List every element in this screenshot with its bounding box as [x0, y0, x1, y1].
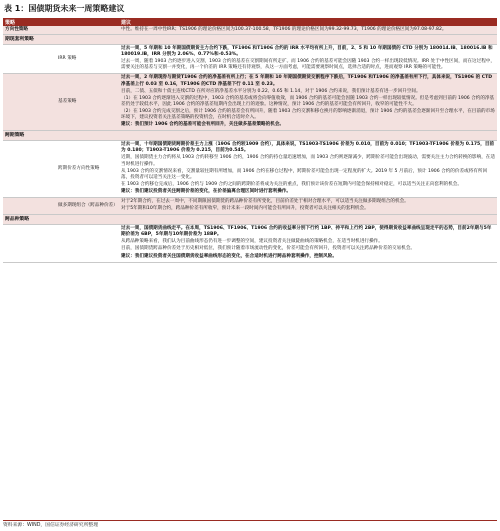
paragraph: 在 1903 合约移仓完成后，1906 合约与 1909 合约之间的跨期价差将成为关注的重点，我们预计该价差在短期内可能会保持相对稳定，可以适当关注正向套利的机会。 — [121, 181, 462, 187]
paragraph: （2）在 1903 合约完成交割之后，预计 1906 合约的基差会有所回升，随着 1903 合约交割和移仓换月的影响逐渐消退，预计 1906 合约的基差会逐渐回升至合理水平，在目前的市场环境下，建议投资者关注基差策略的投资机会，在时机合适时介入。 — [121, 108, 495, 121]
row-basis-text — [119, 74, 497, 131]
paragraph: 建议：我们建议投资者关注国债期货收益率曲线形态的变化，在合适时机进行跨品种套利操作，控制风险。 — [121, 253, 337, 259]
paragraph: 建议：我们建议投资者关注跨期价差的变化，在价差偏离合理区间时进行套利操作。 — [121, 188, 291, 194]
row-direction-text: 中性。维持在一周中性IRR；TS1906 的理论价格区间为100.37-100.58，TF1906 的理论价格区间为99.32-99.73，T1906 的理论价格区间为97.08-97.82。 — [119, 26, 497, 35]
paragraph: 对于2年期合约，在过去一周中，不同期限国债期货的跨品种价差有所变化，目前价差处于相对合理水平，可以适当关注做多期现组合的机会。 — [121, 198, 409, 204]
table-title: 表 1：国债期货未来一周策略建议 — [4, 4, 125, 13]
row-irr-label: IRR 策略 — [56, 45, 119, 74]
row-curve-text — [119, 225, 497, 262]
paragraph: 对于5年期和10年期合约，跨品种价差有所收窄，预计未来一段时间内可能会有所回升，投资者可以关注相关的套利机会。 — [121, 206, 369, 212]
paragraph: 过去一周，5 年期和 10 年期国债期货主力合约下跌，TF1906 和T1906 合约的 IRR 水平均有所上升，目前，2、5 和 10 年期国债的 CTD 分别为 180014.IB、180016.IB 和 180019.IB，IRR 分别为 2.06%、0.77%和-0.53%。 — [121, 46, 493, 58]
row-basis — [3, 74, 497, 131]
section-cross-label: 跨品种策略 — [3, 215, 497, 225]
row-irr-text — [119, 45, 497, 74]
paragraph: 近期，国债期货主力合约将从 1903 合约转移至 1906 合约，1906 合约的持仓量迅速增加，而 1903 合约则逐渐减少，跨期价差可能会出现波动，需要关注主力合约转换的影响，在适当时机进行操作。 — [121, 155, 495, 167]
strategy-table — [3, 18, 497, 263]
row-irr — [3, 45, 497, 74]
section-basis-label: 期现套利策略 — [3, 35, 497, 45]
header-row — [3, 18, 497, 26]
paragraph: 从 1903 合约的交割情况来看，交割量较往期有所增加，而 1906 合约在移仓过程中，跨期价差可能会出现一定程度的扩大。2019 年 5 月前后，预计 1906 合约的价差或将有所回落，投资者可以适当关注这一变化。 — [121, 168, 488, 180]
source-note: 资料来源：WIND，国信证券经济研究所整理 — [3, 523, 98, 528]
paragraph: 目前，二债、五债和十债主连续CTD 在所对应的净基差水平分别为 0.22、0.65 和 1.14，对于 1906 合约来说，我们预计基差有进一步回升空间。 — [121, 88, 421, 94]
section-cross — [3, 215, 497, 225]
row-cross-variety-label: 做多期现组合（跨品种价差） — [56, 197, 119, 214]
header-suggestion: 建议 — [119, 18, 497, 26]
row-cross-variety-text — [119, 197, 497, 214]
paragraph: 目前，国债期货跨品种价差处于历史相对低位，我们预计随着市场流动性的变化，价差可能会有所回升，投资者可以关注跨品种价差的交易机会。 — [121, 246, 416, 252]
section-basis — [3, 35, 497, 45]
row-direction-label: 方向性策略 — [3, 26, 119, 35]
row-curve — [3, 225, 497, 262]
section-calendar — [3, 131, 497, 141]
row-curve-label — [56, 225, 119, 262]
row-calendar-text — [119, 141, 497, 198]
paragraph: 过去一周，2 年期现券与期货T1906 合约的净基差有所上行；在 5 年期和 10 年期国债期货交割程序下跌后，TF1906 和T1906 的净基差有所下行，具体来说，TS1906 的 CTD 净基差上行 0.03 至 0.16，TF1906 的CTD 净基差下行 0.11 至 0.23。 — [121, 75, 493, 87]
row-direction — [3, 26, 497, 35]
section-calendar-label: 跨期策略 — [3, 131, 497, 141]
paragraph: 过去一周，随着 1903 合约逐步进入交割，1903 合约的基差在交割期间有所走扩。而 1906 合约的基差可能会因随 1903 合约一样出现较低情况。IRR 处于中性区间，而在这过程中，需要关注的基差与交割一并变化，再一个价差的 IRR 策略还有待观察，从这一方面考虑，可能需要观察时间点，选择合适的时点，进而观察 IRR 策略的可能性。 — [121, 59, 495, 71]
row-cross-variety — [3, 197, 497, 214]
paragraph: 过去一周，国债期货曲线走平。在本周，TS1906、TF1906、T1906 合约的收益率分别下行约 1BP、持平和上行约 2BP，使得期货收益率曲线呈现走平的态势，目前2年期与5年期价差为 6BP，5年期与10年期价差为 18BP。 — [121, 226, 492, 238]
row-basis-label: 基差策略 — [56, 74, 119, 131]
row-calendar-label: 跨期价差方向性策略 — [56, 141, 119, 198]
row-calendar — [3, 141, 497, 198]
paragraph: 过去一周，十年期国债期货跨期价差主力上涨（1906 合约较1909 合约），具体来说，TS1903-TS1906 价差为 0.010，目前为 0.010；TF1903-TF1906 价差为 0.175，目前为 0.180；T1903-T1906 价差为 0.215，目前为0.545。 — [121, 142, 495, 154]
paragraph: （1）在 1903 合约逐渐进入交割的过程中，1903 合约的基差或将会向零值收敛，而 1906 合约的基差可能会因随 1903 合约一样出现较低情况。但是考虑到目前的 1906 合约的净基差仍处于较低水平，因此 1906 合约的净基差短期内会出现上行的迹象。这种情况，预计 1906 合约的基差可能会有所回升，收窄的可能性不大。 — [121, 95, 495, 107]
paragraph: 建议：我们预计 1906 合约的基差可能会有所回升，关注做多基差策略的机会。 — [121, 122, 285, 128]
paragraph: 从跨品种策略来看，我们认为目前曲线形态仍有进一步调整的空间，建议投资者关注做陡曲线的策略机会，在适当时机进行操作。 — [121, 239, 383, 245]
header-strategy: 策略 — [3, 18, 119, 26]
